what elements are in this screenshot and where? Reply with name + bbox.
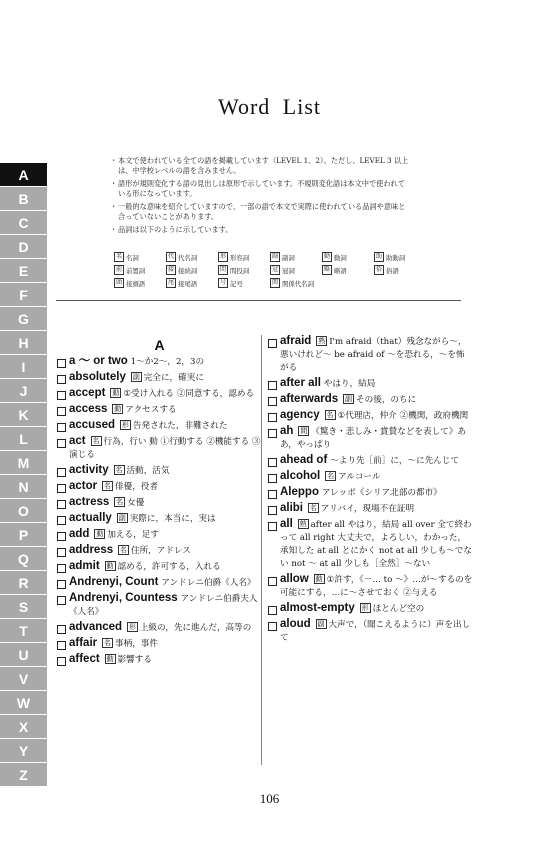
index-tab-d[interactable]: D [0,235,47,259]
word-entry [57,355,262,369]
headword: Andrenyi, Count [69,576,159,588]
index-tab-g[interactable]: G [0,307,47,331]
checkbox[interactable] [57,375,66,384]
checkbox[interactable] [268,606,277,615]
headword: affect [69,653,100,665]
definition: I'm afraid（that）残念ながら～，悪いけれど～ be afraid of ～を恐れる，～を怖がる [280,337,467,373]
bullet-icon: ・ [110,225,118,234]
note-text: 語形が規則変化する語の見出しは原形で示しています。不規則変化語は本文中で使われている形になっています。 [118,179,405,198]
intro-notes [110,156,410,238]
note-item [110,179,410,199]
checkbox[interactable] [268,339,277,348]
word-entry [57,371,262,385]
headword: accept [69,387,106,399]
legend-label: 記号 [230,279,243,288]
legend-item [374,265,426,275]
pos-badge: 名 [92,437,100,445]
index-tab-f[interactable]: F [0,283,47,307]
word-entry [268,425,473,452]
index-tab-t[interactable]: T [0,619,47,643]
legend-label: 接続詞 [178,266,198,275]
definition: 行為，行い 動 ①行動する ②機能する ③演じる [69,437,261,460]
definition: アルコール [338,472,381,482]
headword: accused [69,419,116,431]
checkbox[interactable] [57,359,66,368]
headword: admit [69,560,100,572]
index-tab-v[interactable]: V [0,667,47,691]
index-tab-i[interactable]: I [0,355,47,379]
legend-item [218,265,270,275]
word-entry [268,502,473,516]
headword: Aleppo [280,486,319,498]
header-divider [56,300,461,301]
legend-item [270,278,322,288]
headword: access [69,403,108,415]
headword: allow [280,573,309,585]
pos-badge: 形 [220,253,227,260]
legend-label: 助動詞 [386,253,406,262]
headword: after all [280,377,321,389]
legend-label: 接頭語 [126,279,146,288]
left-column [57,335,262,669]
pos-badge: 助 [376,253,383,260]
index-tab-j[interactable]: J [0,379,47,403]
word-entry [57,544,262,558]
legend-label: 前置詞 [126,266,146,275]
headword: advanced [69,621,123,633]
index-tab-l[interactable]: L [0,427,47,451]
pos-badge: 名 [309,504,317,512]
note-item [110,202,410,222]
word-entry [57,621,262,635]
pos-badge: 頭 [116,279,123,286]
index-tab-z[interactable]: Z [0,763,47,787]
bullet-icon: ・ [110,156,118,165]
headword: all [280,518,293,530]
headword: almost-empty [280,602,355,614]
checkbox[interactable] [268,413,277,422]
checkbox[interactable] [268,622,277,631]
definition: 実際に，本当に，実は [129,514,216,524]
word-entry [268,486,473,500]
headword: agency [280,409,320,421]
pos-badge: 冠 [272,266,279,273]
definition: 女優 [127,498,145,508]
pos-badge: 名 [327,472,335,480]
pos-badge: 名 [115,466,123,474]
headword: actually [69,512,112,524]
definition: 住所，アドレス [130,546,191,556]
note-text: 一般的な意味を紹介していますので、一部の語で本文で実際に使われている品詞や意味と合っていないことがあります。 [118,202,406,221]
word-entry [268,518,473,571]
legend-label: 代名詞 [178,253,198,262]
headword: actor [69,480,98,492]
pos-badge: 俗 [376,266,383,273]
pos-badge: 間 [220,266,227,273]
legend-item [166,265,218,275]
index-tab-k[interactable]: K [0,403,47,427]
word-entry [268,335,473,375]
word-entry [57,387,262,401]
index-tab-c[interactable]: C [0,211,47,235]
pos-badge: 動 [324,253,331,260]
word-entry [57,528,262,542]
index-tab-a[interactable]: A [0,163,47,187]
legend-label: 間投詞 [230,266,250,275]
definition: アンドレニ伯爵《人名》 [161,578,256,588]
definition: その後，のちに [356,395,417,405]
legend-label: 名詞 [126,253,139,262]
pos-badge: 名 [104,482,111,490]
checkbox[interactable] [57,532,66,541]
checkbox[interactable] [57,641,66,650]
definition: アクセスする [125,405,177,415]
pos-badge: 動 [315,575,323,583]
headword: aloud [280,618,311,630]
pos-badge: 関 [272,279,279,286]
legend-item [166,252,218,262]
index-tab-p[interactable]: P [0,523,47,547]
definition: アレッポ《シリア北部の都市》 [321,488,442,498]
word-entry [57,496,262,510]
legend-label: 副詞 [282,253,295,262]
note-text: 本文で使われている全ての語を掲載しています（LEVEL 1、2）。ただし、LEVEL 3 以上は、中学校レベルの語を含みません。 [118,156,409,175]
definition: 影響する [117,655,152,665]
pos-badge: 略 [324,266,331,273]
headword: act [69,435,86,447]
pos-badge: 副 [345,395,353,403]
definition: 活動，活気 [126,466,170,476]
pos-badge: 代 [168,253,175,260]
pos-badge: 名 [326,411,334,419]
legend-item [114,265,166,275]
definition: 大声で，（聞こえるように）声を出して [280,620,471,643]
pos-badge: 熟 [318,337,326,345]
checkbox[interactable] [57,596,66,605]
headword: add [69,528,90,540]
pos-badge: 動 [106,562,114,570]
index-tab-b[interactable]: B [0,187,47,211]
word-entry [268,618,473,645]
legend-item [322,265,374,275]
checkbox[interactable] [57,439,66,448]
word-entry [57,419,262,433]
pos-badge: 名 [116,253,123,260]
definition: 上級の，先に進んだ，高等の [139,623,252,633]
headword: address [69,544,114,556]
legend-item [218,278,270,288]
definition: after all やはり，結局 all over 全て終わって all right 大丈夫で，よろしい，わかった，承知した at all とにかく not at all 少しも～でない not ～ at all 少しも［全然］～ない [280,520,472,569]
note-item [110,225,410,235]
checkbox[interactable] [268,397,277,406]
checkbox[interactable] [57,391,66,400]
index-tab-q[interactable]: Q [0,547,47,571]
legend-item [270,265,322,275]
pos-legend [114,252,444,288]
headword: ahead of [280,454,328,466]
pos-badge: 動 [114,405,122,413]
index-tab-u[interactable]: U [0,643,47,667]
legend-label: 略語 [334,266,347,275]
word-entry [268,393,473,407]
legend-item [374,252,426,262]
word-entry [57,464,262,478]
word-entry [268,573,473,600]
pos-badge: 副 [272,253,279,260]
definition: やはり，結局 [323,379,376,389]
definition: 事柄，事件 [115,639,158,649]
index-tab-o[interactable]: O [0,499,47,523]
headword: alibi [280,502,304,514]
headword: afraid [280,335,312,347]
pos-badge: 動 [112,389,120,397]
word-entry [57,653,262,667]
legend-item [114,252,166,262]
definition: ①代理店，仲介 ②機関，政府機関 [337,411,469,421]
word-entry [268,377,473,391]
definition: 俳優，役者 [115,482,158,492]
checkbox[interactable] [268,522,277,531]
headword: actress [69,496,110,508]
definition: 告発された，非難された [132,421,228,431]
word-entry [268,409,473,423]
headword: alcohol [280,470,321,482]
index-tab-s[interactable]: S [0,595,47,619]
index-tab-h[interactable]: H [0,331,47,355]
definition: 認める，許可する，入れる [117,562,221,572]
checkbox[interactable] [268,381,277,390]
checkbox[interactable] [57,548,66,557]
headword: ah [280,425,294,437]
checkbox[interactable] [57,580,66,589]
column-divider [261,335,262,765]
checkbox[interactable] [268,458,277,467]
alphabet-index-tabs [0,163,47,787]
headword: affair [69,637,98,649]
headword: absolutely [69,371,126,383]
pos-badge: 前 [116,266,123,273]
definition: 1～か2～，2，3の [130,357,205,367]
checkbox[interactable] [268,474,277,483]
headword: Andrenyi, Countess [69,592,178,604]
checkbox[interactable] [268,506,277,515]
checkbox[interactable] [57,500,66,509]
word-entry [57,403,262,417]
pos-badge: 名 [104,639,111,647]
page-number: 106 [259,791,280,806]
checkbox[interactable] [57,423,66,432]
definition: ほとんど空の [372,604,425,614]
index-tab-y[interactable]: Y [0,739,47,763]
pos-badge: 名 [119,546,127,554]
headword: activity [69,464,109,476]
pos-badge: 熟 [299,520,307,528]
word-entry [268,602,473,616]
checkbox[interactable] [268,429,277,438]
legend-label: 形容詞 [230,253,250,262]
legend-item [166,278,218,288]
bullet-icon: ・ [110,202,118,211]
page-title: Word List [217,94,322,119]
checkbox[interactable] [57,516,66,525]
checkbox[interactable] [57,625,66,634]
headword: afterwards [280,393,339,405]
pos-badge: 形 [121,421,129,429]
definition: ①受け入れる ②同意する，認める [123,389,255,399]
definition: ～より先［前］に，～に先んじて [330,456,460,466]
legend-label: 俗語 [386,266,399,275]
definition: 完全に，確実に [143,373,204,383]
checkbox[interactable] [57,484,66,493]
word-entry [57,435,262,462]
checkbox[interactable] [57,564,66,573]
pos-badge: 間 [300,427,308,435]
index-tab-e[interactable]: E [0,259,47,283]
checkbox[interactable] [268,490,277,499]
word-entry [57,480,262,494]
word-entry [57,512,262,526]
pos-badge: 名 [116,498,124,506]
pos-badge: 副 [317,620,325,628]
word-entry [57,592,262,619]
legend-label: 接尾語 [178,279,198,288]
pos-badge: 動 [106,655,114,663]
word-entry [57,576,262,590]
index-tab-r[interactable]: R [0,571,47,595]
pos-badge: 接 [168,266,175,273]
definition: アンドレニ伯爵夫人《人名》 [69,594,258,617]
index-tab-x[interactable]: X [0,715,47,739]
right-column [268,335,473,647]
pos-badge: 尾 [168,279,175,286]
pos-badge: 動 [96,530,104,538]
definition: アリバイ，現場不在証明 [320,504,415,514]
legend-item [322,252,374,262]
headword: a ～ or two [69,355,128,367]
legend-label: 動詞 [334,253,347,262]
checkbox[interactable] [268,577,277,586]
pos-badge: 号 [220,279,227,286]
legend-label: 冠詞 [282,266,295,275]
checkbox[interactable] [57,657,66,666]
pos-badge: 副 [132,373,140,381]
word-entry [268,470,473,484]
definition: 《驚き・悲しみ・賞賛などを表して》ああ，やっぱり [280,427,466,450]
legend-label: 関係代名詞 [282,279,314,288]
definition: ①許す，《－… to ～》…が～するのを可能にする，…に～させておく ②与える [280,575,473,598]
pos-badge: 形 [361,604,369,612]
note-text: 品詞は以下のように示しています。 [118,225,233,234]
pos-badge: 形 [128,623,136,631]
legend-item [114,278,166,288]
definition: 加える，足す [107,530,159,540]
word-entry [268,454,473,468]
pos-badge: 副 [118,514,126,522]
word-entry [57,637,262,651]
checkbox[interactable] [57,407,66,416]
note-item [110,156,410,176]
bullet-icon: ・ [110,179,118,188]
index-tab-n[interactable]: N [0,475,47,499]
index-tab-w[interactable]: W [0,691,47,715]
legend-item [218,252,270,262]
section-heading: A [154,337,165,353]
word-entry [57,560,262,574]
checkbox[interactable] [57,468,66,477]
index-tab-m[interactable]: M [0,451,47,475]
legend-item [270,252,322,262]
